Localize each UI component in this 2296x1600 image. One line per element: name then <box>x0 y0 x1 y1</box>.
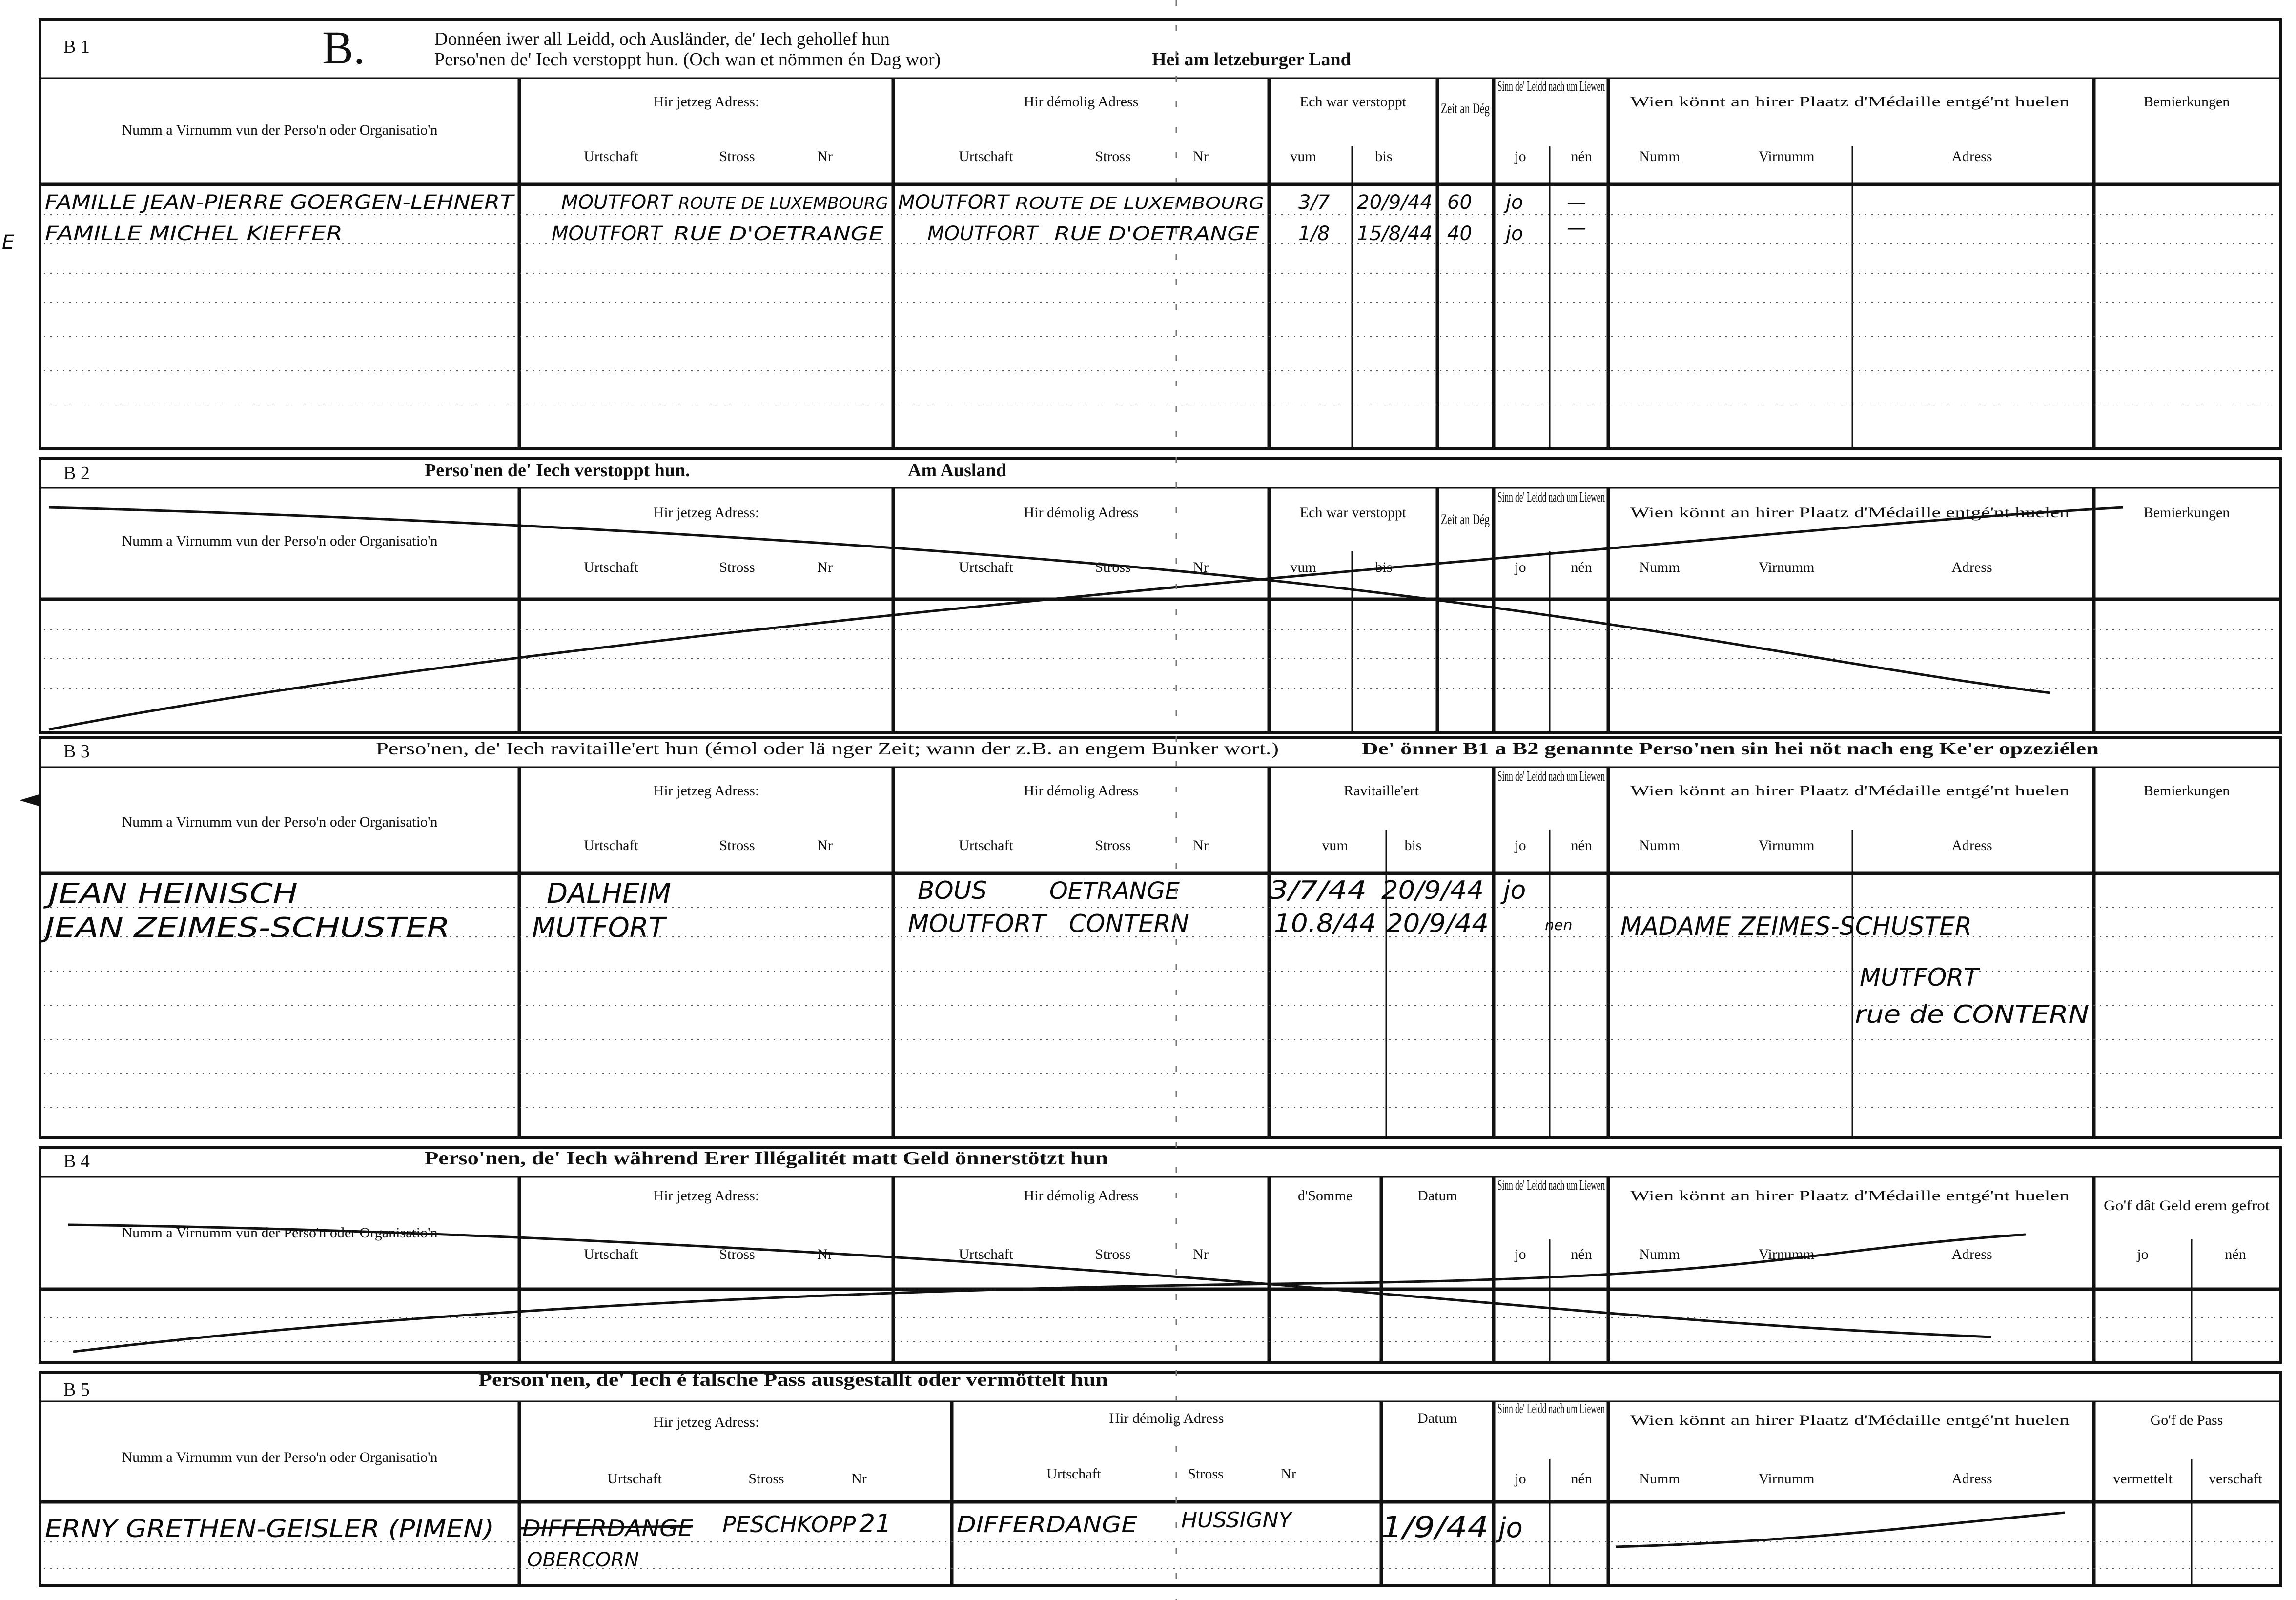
entry-from: 10.8/44 <box>1274 909 1376 938</box>
sub-street: Stross <box>748 1471 784 1487</box>
sub-nr: Nr <box>817 148 833 164</box>
sub-medal-first: Virnumm <box>1758 1471 1815 1487</box>
sub-to: bis <box>1375 148 1393 164</box>
col-money-header: Go'f dât Geld erem gefrot <box>2104 1197 2270 1214</box>
arrow-marker <box>20 794 39 806</box>
section-note: De' önner B1 a B2 genannte Perso'nen sin hei nöt nach eng Ke'er opzeziélen <box>1362 739 2099 758</box>
sub-street: Stross <box>1095 1246 1131 1262</box>
col-medal-header: Wien könnt an hirer Plaatz d'Médaille entgé'nt huelen <box>1630 94 2070 110</box>
sub-yes: jo <box>1515 837 1526 853</box>
sub-from: vum <box>1290 148 1316 164</box>
section-b5 <box>40 1370 2280 1586</box>
sub-yes: jo <box>1515 1471 1526 1487</box>
entry-current-town: MUTFORT <box>532 912 665 944</box>
col-name-header: Numm a Virnumm vun der Perso'n oder Organisatio'n <box>122 814 438 830</box>
sub-medal-address: Adress <box>1951 148 1992 164</box>
entry-former-street: HUSSIGNY <box>1181 1508 1292 1533</box>
sub-medal-first: Virnumm <box>1758 148 1815 164</box>
col-alive-header: Sinn de' Leidd nach um Liewen <box>1497 1178 1605 1193</box>
section-b1 <box>2 20 2280 449</box>
sub-street: Stross <box>719 148 755 164</box>
sub-no: nén <box>2225 1246 2246 1262</box>
sub-medal-name: Numm <box>1639 148 1680 164</box>
sub-town: Urtschaft <box>584 1246 638 1262</box>
entry-name: JEAN ZEIMES-SCHUSTER <box>39 912 450 944</box>
col-medal-header: Wien könnt an hirer Plaatz d'Médaille entgé'nt huelen <box>1630 1412 2070 1428</box>
section-code: B 3 <box>63 741 90 762</box>
section-subtitle: Perso'nen de' Iech verstoppt hun. (Och wan et nömmen én Dag wor) <box>434 49 941 70</box>
col-name-header: Numm a Virnumm vun der Perso'n oder Organisatio'n <box>122 1225 438 1241</box>
sub-nr: Nr <box>817 1246 833 1262</box>
col-alive-header: Sinn de' Leidd nach um Liewen <box>1497 79 1605 94</box>
table-row <box>45 1508 2065 1571</box>
col-former-header: Hir démolig Adress <box>1024 505 1139 521</box>
entry-alive-no: nen <box>1545 917 1573 934</box>
col-medal-header: Wien könnt an hirer Plaatz d'Médaille entgé'nt huelen <box>1630 783 2070 799</box>
entry-days: 40 <box>1447 223 1472 245</box>
entry-former-town: DIFFERDANGE <box>957 1511 1137 1538</box>
entry-former-town: MOUTFORT <box>908 910 1046 938</box>
col-current-header: Hir jetzeg Adress: <box>653 94 759 110</box>
sub-nr: Nr <box>1193 1246 1209 1262</box>
entry-name: FAMILLE JEAN-PIERRE GOERGEN-LEHNERT <box>45 191 516 214</box>
section-b3 <box>20 738 2280 1138</box>
sub-to: bis <box>1404 837 1422 853</box>
col-former-header: Hir démolig Adress <box>1024 94 1139 110</box>
sub-town: Urtschaft <box>959 559 1013 575</box>
sub-medal-first: Virnumm <box>1758 837 1815 853</box>
col-former-header: Hir démolig Adress <box>1024 1188 1139 1204</box>
sub-street: Stross <box>719 1246 755 1262</box>
col-alive-header: Sinn de' Leidd nach um Liewen <box>1497 1401 1605 1417</box>
section-code: B 4 <box>63 1151 90 1172</box>
entry-name: JEAN HEINISCH <box>42 878 298 910</box>
sub-street: Stross <box>1095 559 1131 575</box>
col-remarks-header: Bemierkungen <box>2143 94 2230 110</box>
sub-nr: Nr <box>1193 837 1209 853</box>
sub-town: Urtschaft <box>959 837 1013 853</box>
col-name-header: Numm a Virnumm vun der Perso'n oder Organisatio'n <box>122 1449 438 1465</box>
sub-no: nén <box>1571 1471 1592 1487</box>
col-former-header: Hir démolig Adress <box>1109 1410 1224 1426</box>
entry-medal-address-town: MUTFORT <box>1860 963 1979 992</box>
entry-alive-no: — <box>1567 217 1586 239</box>
col-name-header: Numm a Virnumm vun der Perso'n oder Organisatio'n <box>122 122 438 138</box>
section-title: Perso'nen, de' Iech ravitaille'ert hun (émol oder lä nger Zeit; wann der z.B. an engem Bunker wort.) <box>376 739 1279 758</box>
col-remarks-header: Bemierkungen <box>2143 783 2230 799</box>
entry-name: ERNY GRETHEN-GEISLER (PIMEN) <box>45 1515 494 1543</box>
sub-medal-first: Virnumm <box>1758 1246 1815 1262</box>
strike-through-line <box>68 1225 1991 1337</box>
entry-former-town: MOUTFORT <box>898 191 1009 214</box>
sub-nr: Nr <box>817 559 833 575</box>
sub-town: Urtschaft <box>959 148 1013 164</box>
table-row <box>39 909 2089 1029</box>
section-b2 <box>40 459 2280 733</box>
entry-medal-address-street: rue de CONTERN <box>1855 1000 2089 1029</box>
entry-days: 60 <box>1447 191 1472 214</box>
sub-medal-name: Numm <box>1639 1246 1680 1262</box>
sub-town: Urtschaft <box>1046 1466 1101 1482</box>
section-b4 <box>40 1148 2280 1362</box>
sub-pass-passed: vermettelt <box>2113 1471 2173 1487</box>
col-medal-header: Wien könnt an hirer Plaatz d'Médaille entgé'nt huelen <box>1630 1188 2070 1204</box>
entry-to: 20/9/44 <box>1386 909 1489 938</box>
col-hidden-header: Ech war verstoppt <box>1299 505 1407 521</box>
col-pass-header: Go'f de Pass <box>2150 1412 2223 1428</box>
sub-medal-address: Adress <box>1951 837 1992 853</box>
sub-medal-name: Numm <box>1639 559 1680 575</box>
section-code: B 1 <box>63 37 90 57</box>
col-alive-header: Sinn de' Leidd nach um Liewen <box>1497 490 1605 505</box>
sub-no: nén <box>1571 1246 1592 1262</box>
entry-former-street: CONTERN <box>1069 910 1189 938</box>
entry-current-street: PESCHKOPP <box>722 1511 856 1538</box>
section-location: Hei am letzeburger Land <box>1152 49 1351 70</box>
sub-medal-address: Adress <box>1951 1471 1992 1487</box>
sub-town: Urtschaft <box>584 837 638 853</box>
col-name-header: Numm a Virnumm vun der Perso'n oder Organisatio'n <box>122 533 438 549</box>
entry-alive-yes: jo <box>1498 1512 1523 1544</box>
col-current-header: Hir jetzeg Adress: <box>653 505 759 521</box>
sub-yes: jo <box>1515 148 1526 164</box>
sub-street: Stross <box>719 559 755 575</box>
sub-town: Urtschaft <box>584 148 638 164</box>
sub-pass-made: verschaft <box>2209 1471 2262 1487</box>
table-row <box>43 876 1526 910</box>
entry-current-street: ROUTE DE LUXEMBOURG <box>678 194 888 213</box>
sub-yes: jo <box>1515 559 1526 575</box>
section-title: Donnéen iwer all Leidd, och Ausländer, de' Iech gehollef hun <box>434 29 890 49</box>
sub-no: nén <box>1571 837 1592 853</box>
entry-from: 3/7 <box>1298 191 1330 214</box>
sub-town: Urtschaft <box>584 559 638 575</box>
col-sum-header: d'Somme <box>1297 1188 1353 1204</box>
entry-current-town-struck: DIFFERDANGE <box>522 1515 693 1541</box>
sub-yes: jo <box>1515 1246 1526 1262</box>
margin-mark: E <box>2 231 15 254</box>
entry-current-nr: 21 <box>859 1509 892 1539</box>
section-title: Person'nen, de' Iech é falsche Pass ausgestallt oder vermöttelt hun <box>478 1370 1108 1390</box>
sub-street: Stross <box>1095 148 1131 164</box>
sub-yes: jo <box>2137 1246 2149 1262</box>
entry-alive-yes: jo <box>1503 876 1526 905</box>
entry-date: 1/9/44 <box>1381 1510 1489 1544</box>
entry-former-town: BOUS <box>918 876 987 905</box>
sub-medal-address: Adress <box>1951 559 1992 575</box>
sub-street: Stross <box>1095 837 1131 853</box>
sub-nr: Nr <box>1193 559 1209 575</box>
entry-former-town: MOUTFORT <box>927 223 1038 245</box>
entry-current-town: DALHEIM <box>547 878 671 910</box>
sub-nr: Nr <box>1281 1466 1296 1482</box>
entry-name: FAMILLE MICHEL KIEFFER <box>45 223 343 245</box>
entry-current-town: OBERCORN <box>527 1549 639 1571</box>
sub-nr: Nr <box>1193 148 1209 164</box>
section-code: B 5 <box>63 1379 90 1400</box>
sub-medal-address: Adress <box>1951 1246 1992 1262</box>
sub-town: Urtschaft <box>607 1471 662 1487</box>
section-title: Perso'nen, de' Iech während Erer Illégalitét matt Geld önnerstötzt hun <box>425 1148 1108 1169</box>
entry-current-street: RUE D'OETRANGE <box>674 223 883 244</box>
col-current-header: Hir jetzeg Adress: <box>653 1414 759 1430</box>
sub-to: bis <box>1375 559 1393 575</box>
col-time-header: Zeit an Dég <box>1441 101 1490 117</box>
sub-no: nén <box>1571 559 1592 575</box>
table-row <box>45 191 1586 214</box>
col-medal-header: Wien könnt an hirer Plaatz d'Médaille entgé'nt huelen <box>1630 505 2070 521</box>
entry-to: 15/8/44 <box>1357 223 1433 245</box>
entry-to: 20/9/44 <box>1357 191 1433 214</box>
sub-nr: Nr <box>851 1471 867 1487</box>
col-date-header: Datum <box>1417 1410 1457 1426</box>
entry-from: 1/8 <box>1298 223 1330 245</box>
sub-from: vum <box>1322 837 1348 853</box>
entry-current-town: MOUTFORT <box>552 223 662 245</box>
col-hidden-header: Ech war verstoppt <box>1299 94 1407 110</box>
entry-former-street: ROUTE DE LUXEMBOURG <box>1015 194 1264 213</box>
section-title: Perso'nen de' Iech verstoppt hun. <box>425 460 690 481</box>
form-letter: B. <box>322 21 366 74</box>
table-row <box>45 217 1586 245</box>
col-supplied-header: Ravitaille'ert <box>1344 783 1419 799</box>
col-alive-header: Sinn de' Leidd nach um Liewen <box>1497 769 1605 784</box>
sub-no: nén <box>1571 148 1592 164</box>
entry-from: 3/7/44 <box>1269 876 1367 905</box>
sub-medal-name: Numm <box>1639 837 1680 853</box>
sub-town: Urtschaft <box>959 1246 1013 1262</box>
entry-former-street: RUE D'OETRANGE <box>1054 223 1259 244</box>
col-former-header: Hir démolig Adress <box>1024 783 1139 799</box>
sub-medal-first: Virnumm <box>1758 559 1815 575</box>
entry-alive-yes: jo <box>1506 223 1523 245</box>
col-current-header: Hir jetzeg Adress: <box>653 783 759 799</box>
sub-from: vum <box>1290 559 1316 575</box>
section-code: B 2 <box>63 463 90 484</box>
col-date-header: Datum <box>1417 1188 1457 1204</box>
entry-alive-yes: jo <box>1506 191 1523 214</box>
entry-current-town: MOUTFORT <box>561 191 672 214</box>
col-remarks-header: Bemierkungen <box>2143 505 2230 521</box>
entry-medal-name: MADAME ZEIMES-SCHUSTER <box>1620 912 1972 941</box>
sub-medal-name: Numm <box>1639 1471 1680 1487</box>
sub-nr: Nr <box>817 837 833 853</box>
col-time-header: Zeit an Dég <box>1441 511 1490 527</box>
entry-to: 20/9/44 <box>1381 876 1484 905</box>
entry-alive-no: — <box>1567 191 1586 214</box>
section-location: Am Ausland <box>908 460 1006 481</box>
entry-former-street: OETRANGE <box>1049 877 1180 905</box>
strike-through-line <box>73 1235 2026 1352</box>
sub-street: Stross <box>719 837 755 853</box>
col-current-header: Hir jetzeg Adress: <box>653 1188 759 1204</box>
sub-street: Stross <box>1188 1466 1224 1482</box>
